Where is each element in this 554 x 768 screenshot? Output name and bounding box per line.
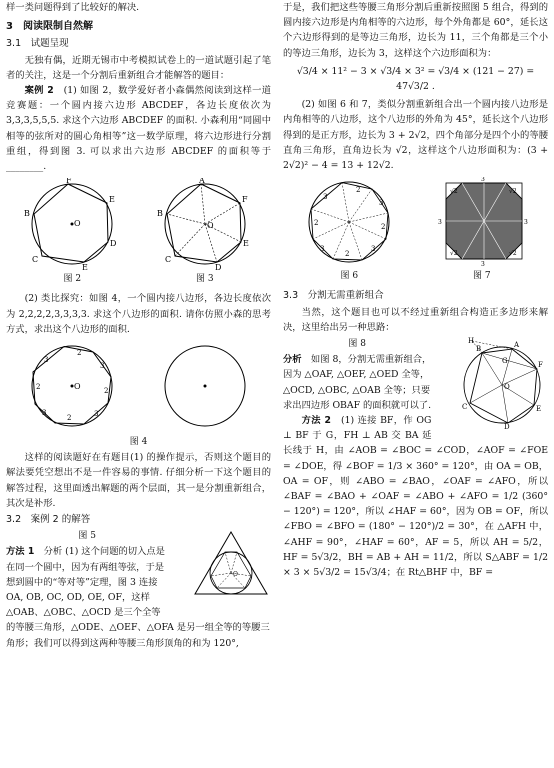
svg-text:E: E <box>536 405 542 414</box>
figures-6-7 <box>283 177 548 284</box>
section-3-3-title: 3.3 分割无需重新组合 <box>283 290 384 302</box>
figure-4-caption: 图 4 <box>129 437 148 448</box>
top-line: 样一类问题得到了比较好的解决. <box>6 2 140 13</box>
svg-text:3: 3 <box>323 193 328 202</box>
figure-8-caption: 图 8 <box>348 339 366 350</box>
svg-text:O: O <box>206 221 214 231</box>
svg-text:D: D <box>214 263 222 271</box>
figure-5 <box>172 528 271 605</box>
svg-text:√2: √2 <box>508 250 517 258</box>
figure-2-hexagon <box>22 178 122 270</box>
svg-text:A: A <box>514 341 520 350</box>
svg-text:3: 3 <box>437 219 442 227</box>
svg-text:D: D <box>504 423 510 430</box>
right-column <box>283 0 548 580</box>
svg-text:3: 3 <box>94 410 99 419</box>
formula-hexagon-area: √3/4 × 11² − 3 × √3/4 × 3² = √3/4 × (121 − 27) = 47√3/2 . <box>296 65 535 93</box>
figures-2-3 <box>6 178 271 287</box>
svg-text:3: 3 <box>100 362 105 371</box>
svg-text:3: 3 <box>379 199 384 208</box>
right-paragraph-2: (2) 如图 6 和 7，类似分割重新组合出一个圆内接八边形是内角相等的八边形，这个八边形的外角为 45°，延长这个八边形得到的是正方形，边长为 3 + 2√2，四个角部分是四个小的等腰直角三角形，直角边长为 √2，这样这个八边形面积为：(3 + 2√2)² − 4 = 13 + 12√2. <box>283 99 548 172</box>
svg-text:C: C <box>32 255 39 265</box>
svg-text:O: O <box>74 382 81 392</box>
paragraph-3-1: 无独有偶，近期无锡市中考模拟试卷上的一道试题引起了笔者的关注，这是一个分割后重新组合才能解答的题目： <box>6 54 271 81</box>
svg-text:3: 3 <box>371 245 376 254</box>
svg-text:3: 3 <box>320 245 325 254</box>
svg-text:H: H <box>468 337 475 346</box>
svg-text:√2: √2 <box>449 250 458 258</box>
left-column <box>6 0 271 651</box>
svg-text:B: B <box>24 209 31 219</box>
svg-text:2: 2 <box>356 186 361 195</box>
svg-text:C: C <box>462 403 468 412</box>
svg-text:F: F <box>66 178 72 186</box>
fig2-label-O: O <box>74 219 81 229</box>
svg-text:3: 3 <box>42 409 47 418</box>
figure-4-octagon <box>22 341 122 431</box>
svg-text:2: 2 <box>77 349 82 358</box>
figure-6-caption: 图 6 <box>340 271 359 282</box>
svg-text:2: 2 <box>314 219 319 228</box>
svg-text:2: 2 <box>104 387 109 396</box>
svg-text:E: E <box>82 263 89 271</box>
svg-text:F: F <box>241 195 248 205</box>
figure-5-triangle <box>191 528 271 600</box>
svg-text:E: E <box>109 195 116 205</box>
case2-label: 案例 2 <box>24 85 54 97</box>
svg-text:O: O <box>233 571 238 579</box>
svg-text:3: 3 <box>480 177 485 184</box>
paragraph-discussion: 这样的阅读题好在有题目(1) 的操作提示，否则这个题目的解法要凭空想出不是一件容易的事情. 仔细分析一下这个题目的解答过程，这里面透出解题的两个层面，其一是分割重新组合，其次是补形. <box>6 452 271 509</box>
svg-text:3: 3 <box>44 356 49 365</box>
svg-text:O: O <box>504 383 510 392</box>
section-3-title: 3 阅读限制自然解 <box>6 21 93 33</box>
figure-7 <box>434 177 530 284</box>
method2-paragraph <box>283 413 548 580</box>
figure-6 <box>301 177 397 284</box>
figure-3-caption: 图 3 <box>195 274 214 285</box>
svg-text:3: 3 <box>480 261 485 268</box>
figure-3 <box>155 178 255 287</box>
case2-text: (1) 如图 2，数学爱好者小森偶然阅读到这样一道竞赛题：一个圆内接六边形 ABCDEF，各边长度依次为 3,3,3,5,5,5. 求这个六边形 ABCDEF 的面积. 小森利用“同圆中相等的弦所对的圆心角相等”这一数学原理，将六边形进行分割重组，得到图 3. 可以求出六边形 ABCDEF 的面积等于 ________. <box>6 85 271 173</box>
method2-text: (1) 连接 BF，作 OG ⊥ BF 于 G，FH ⊥ AB 交 BA 延长线于 H，由 ∠AOB = ∠BOC = ∠COD，∠AOF = ∠FOE = ∠DOE，得 ∠BOF = 1/3 × 360° = 120°，由 OA = OB，OA = OF，则 ∠ABO = ∠BAO，∠OAF = ∠AFO，所以 ∠BAF = ∠BAO + ∠OAF = ∠ABO + ∠AFO = 1/2 (360° − 120°) = 120°，所以 ∠HAF = 60°，因为 OB = OF，所以 ∠FBO = ∠BFO = (180° − 120°)/2 = 30°，在 △AFH 中，∠AHF = 90°，∠HAF = 60°，AF = 5，所以 AH = 5/2，HF = 5√3/2，BH = AB + AH = 11/2，所以 S△ABF = 1/2 × 3 × 5√3/2 = 15√3/4；在 Rt△BHF 中，BF = <box>283 415 548 579</box>
figure-2-caption: 图 2 <box>63 274 82 285</box>
figure-8-hexagon-construction <box>456 337 548 429</box>
svg-text:E: E <box>242 239 249 249</box>
svg-text:3: 3 <box>523 219 528 227</box>
figure-3-hexagon-split <box>155 178 255 270</box>
method2-label: 方法 2 <box>301 415 331 427</box>
case2-paragraph <box>6 83 271 174</box>
svg-text:√2: √2 <box>449 188 458 196</box>
figure-2 <box>22 178 122 287</box>
svg-text:C: C <box>164 255 171 265</box>
svg-text:D: D <box>110 239 117 249</box>
svg-text:G: G <box>502 357 508 366</box>
svg-text:2: 2 <box>67 414 72 423</box>
figure-7-caption: 图 7 <box>472 271 491 282</box>
figure-6-octagon-circle <box>301 177 397 267</box>
svg-text:F: F <box>538 361 543 370</box>
svg-text:A: A <box>198 178 205 186</box>
svg-text:2: 2 <box>36 383 41 392</box>
figure-8 <box>437 337 548 434</box>
right-paragraph-3: 当然，这个题目也可以不经过重新组合构造正多边形来解决，这里给出另一种思路： <box>283 306 548 333</box>
svg-text:√2: √2 <box>508 188 517 196</box>
figure-7-square-octagon <box>434 177 530 267</box>
section-3-2-title: 3.2 案例 2 的解答 <box>6 514 91 526</box>
svg-text:B: B <box>156 209 163 219</box>
method1-label: 方法 1 <box>6 546 35 558</box>
right-paragraph-1: 于是，我们把这些等腰三角形分割后重新按照图 5 组合，得到的圆内接六边形是内角相等的六边形，每个外角都是 60°，延长这个六边形得到的是等边三角形，边长为 11，三个角都是三个小的等边三角形，边长为 3，这样这个六边形面积为： <box>283 2 548 59</box>
figure-5-caption: 图 5 <box>78 531 96 542</box>
section-3-1-title: 3.1 试题呈现 <box>6 38 69 50</box>
svg-text:2: 2 <box>381 223 386 232</box>
svg-text:2: 2 <box>345 250 350 259</box>
figure-4 <box>6 341 271 431</box>
paragraph-analogy: (2) 类比探究：如图 4，一个圆内接八边形，各边长度依次为 2,2,2,2,3,3,3,3. 求这个八边形的面积. 请你仿照小森的思考方式，求出这个八边形的面积. <box>6 293 271 335</box>
svg-text:B: B <box>476 345 482 354</box>
analysis-text: 如图 8，分割无需重新组合，因为 △OAF, △OEF, △OED 全等，△OCD, △OBC, △OAB 全等；只要求出四边形 OBAF 的面积就可以了. <box>283 354 432 411</box>
analysis-label: 分析 <box>283 354 302 366</box>
figure-4-empty-circle <box>155 341 255 431</box>
method1-text: 分析 (1) 这个问题的切入点是在同一个圆中，因为有两组等弦，于是想到圆中的“等对等”定理，图 3 连接 OA, OB, OC, OD, OE, OF，这样 △OAB、△OBC、△OCD 是三个全等的等腰三角形，△ODE、△OEF、△OFA 是另一组全等的等腰三角形；我们可以得到这两种等腰三角形顶角的和为 120°, <box>6 546 270 649</box>
